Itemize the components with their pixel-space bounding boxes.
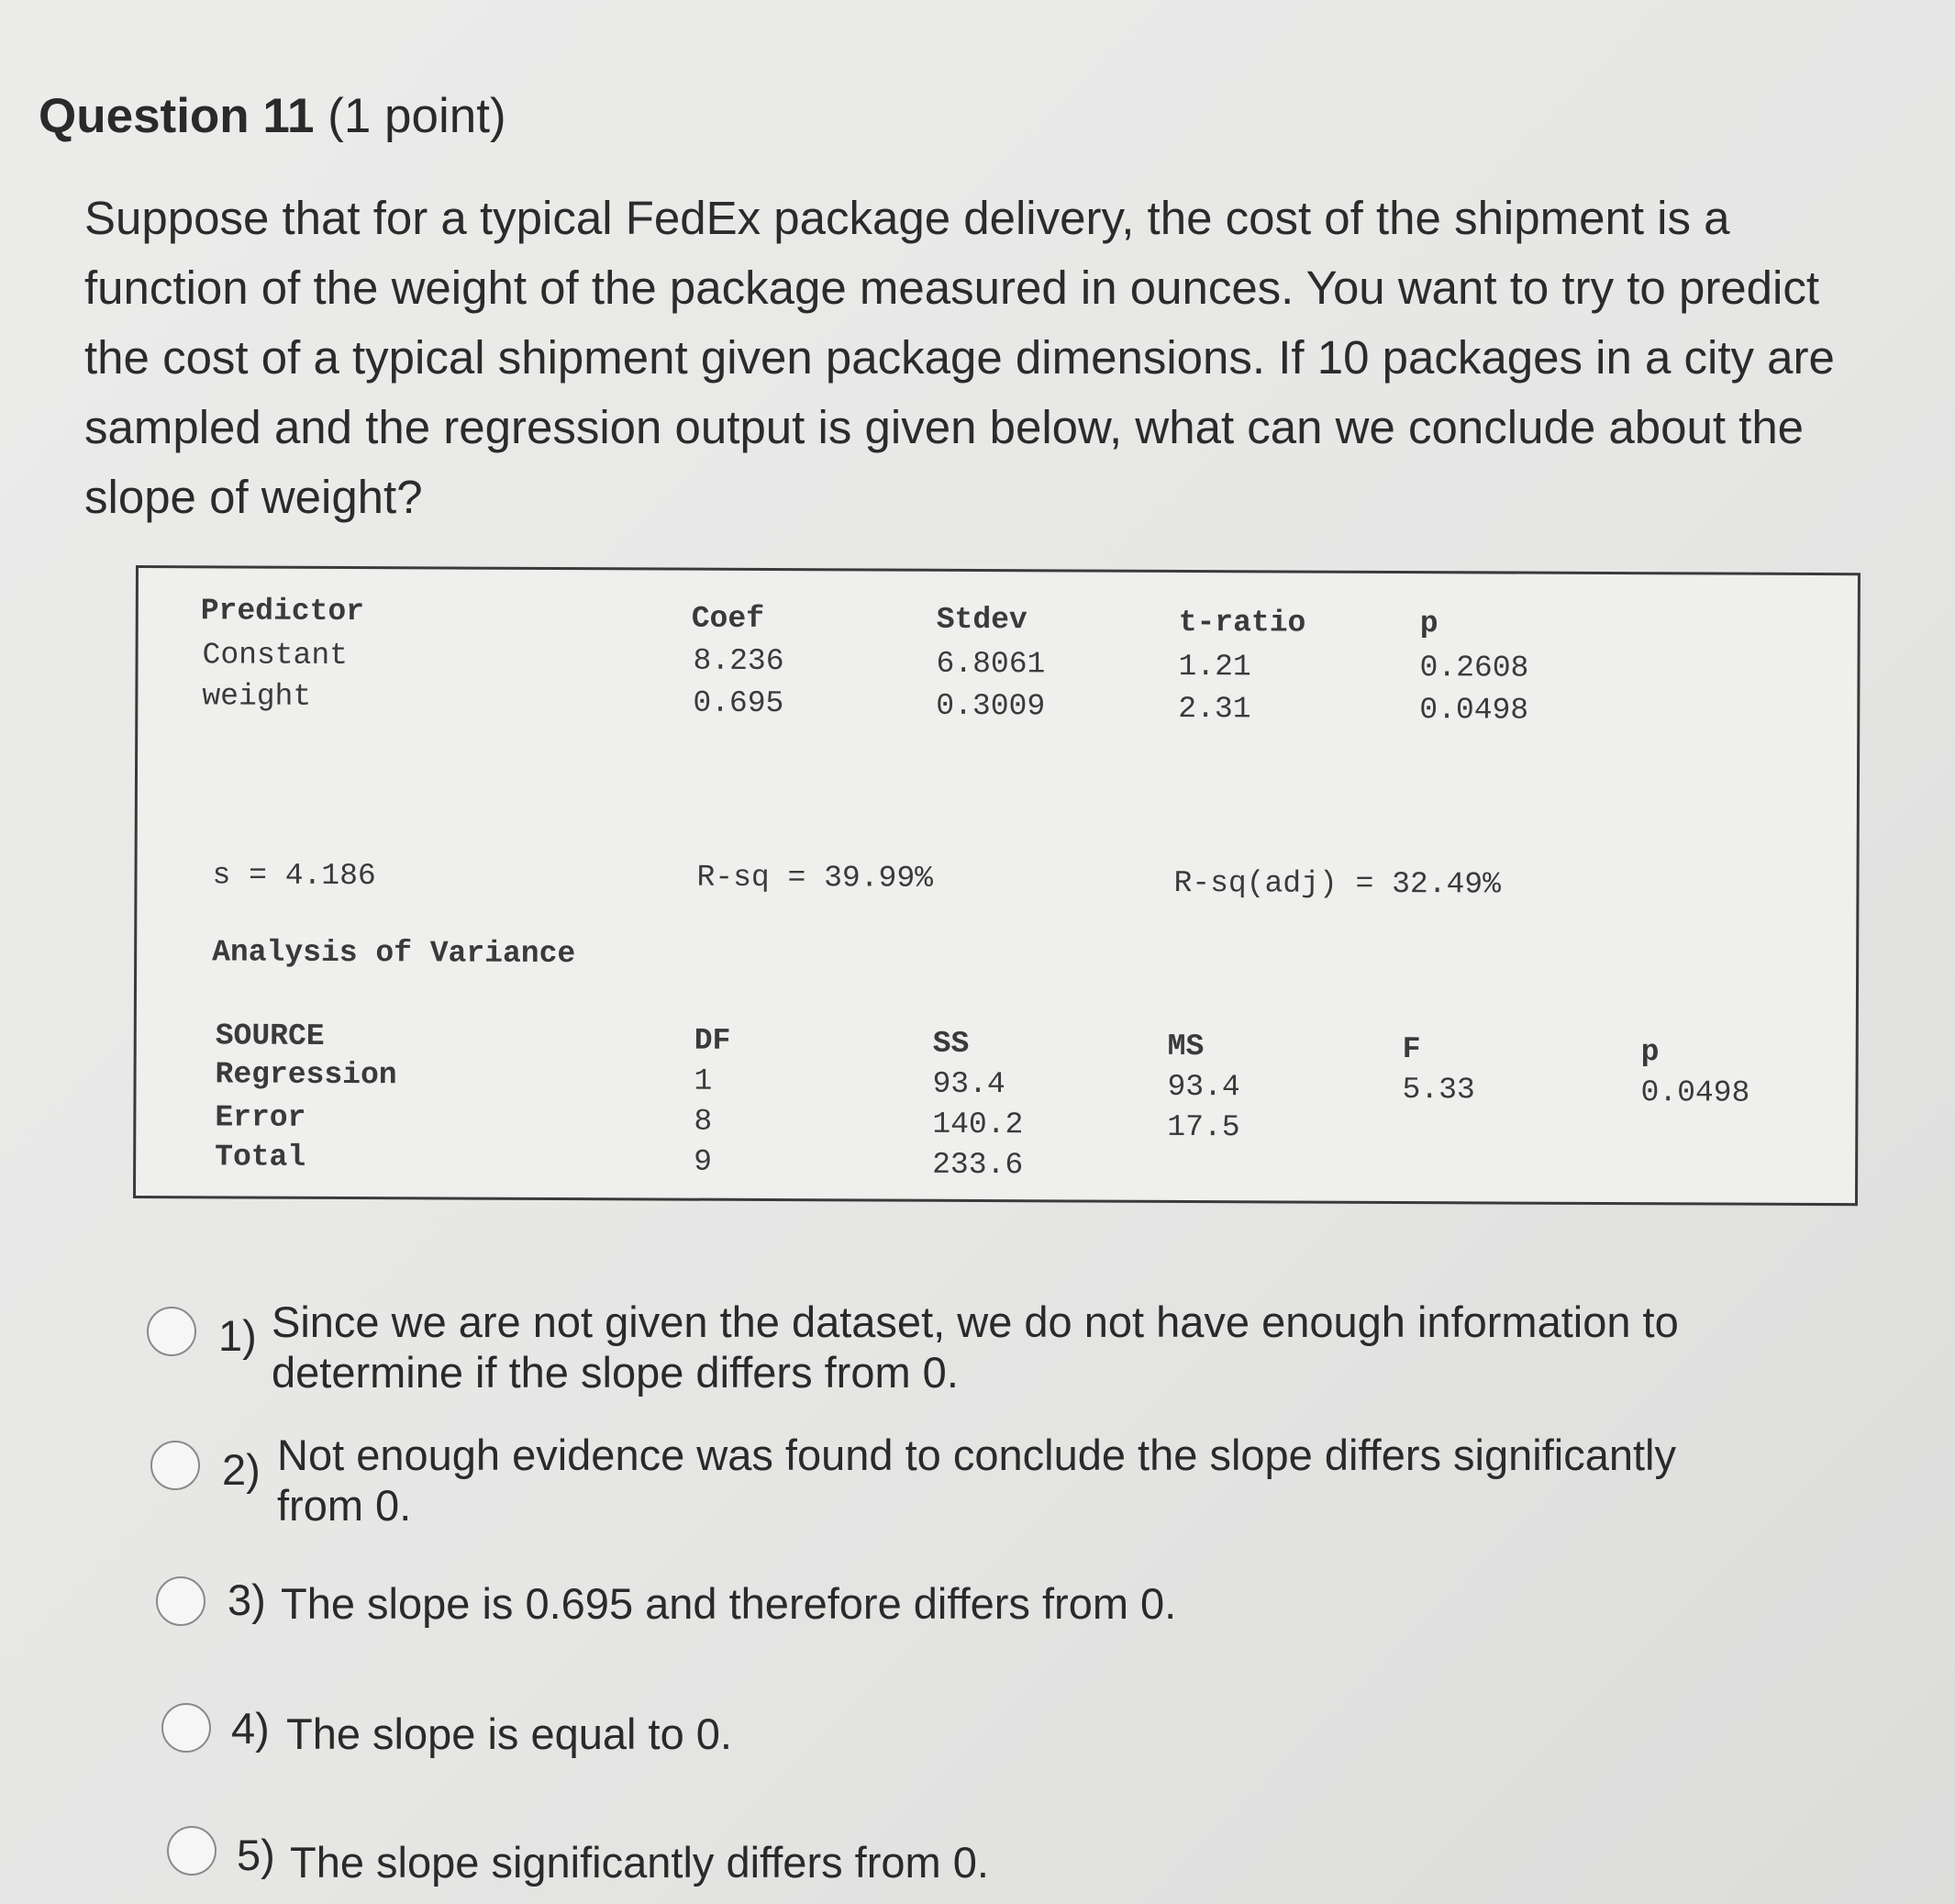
option-1-number: 1) [218, 1311, 257, 1360]
anova-row-regression-label: Regression [215, 1057, 397, 1093]
option-3-text[interactable]: The slope is 0.695 and therefore differs from 0. [281, 1579, 1177, 1628]
question-text: Suppose that for a typical FedEx package delivery, the cost of the shipment is a function of the weight of the package measured in ounces. You want to try to predict the cost of a typical shipment given package dimensions. If 10 packages in a city are sampled and the regression output is given below, what can we conclude about the slope of weight? [84, 192, 1835, 523]
option-5-number: 5) [237, 1831, 275, 1879]
radio-option-5[interactable] [167, 1826, 217, 1876]
radio-option-2[interactable] [150, 1441, 200, 1490]
anova-header-f: F [1402, 1032, 1421, 1067]
anova-row-total-df: 9 [694, 1144, 713, 1179]
anova-row-error-df: 8 [694, 1104, 713, 1139]
anova-row-regression-f: 5.33 [1402, 1073, 1475, 1108]
radio-option-4[interactable] [161, 1703, 211, 1753]
row-weight-t: 2.31 [1178, 691, 1251, 727]
header-predictor: Predictor [200, 594, 365, 629]
radio-option-3[interactable] [156, 1576, 205, 1626]
stat-rsq: R-sq = 39.99% [696, 860, 934, 896]
question-header [39, 88, 506, 144]
anova-title: Analysis of Variance [212, 935, 576, 972]
header-t-ratio: t-ratio [1178, 605, 1306, 640]
header-coef: Coef [691, 601, 765, 636]
row-weight-p: 0.0498 [1419, 693, 1529, 728]
anova-header-ss: SS [932, 1026, 970, 1061]
stat-s: s = 4.186 [212, 858, 376, 894]
question-points: (1 point) [328, 89, 506, 143]
anova-row-total-ss: 233.6 [932, 1147, 1024, 1183]
question-title: Question 11 [39, 89, 315, 143]
anova-row-total-label: Total [215, 1140, 306, 1175]
anova-row-regression-p: 0.0498 [1640, 1075, 1750, 1110]
regression-output-box [133, 565, 1861, 1206]
row-constant-t: 1.21 [1178, 649, 1251, 685]
anova-header-ms: MS [1167, 1029, 1205, 1064]
anova-row-error-ss: 140.2 [932, 1107, 1024, 1142]
option-4-text[interactable]: The slope is equal to 0. [286, 1709, 732, 1758]
stat-rsq-adj: R-sq(adj) = 32.49% [1173, 865, 1502, 902]
option-1-text[interactable]: Since we are not given the dataset, we do not have enough information to determine if the slope differs from 0. [272, 1297, 1679, 1397]
row-constant-label: Constant [202, 638, 349, 674]
anova-row-error-ms: 17.5 [1167, 1109, 1240, 1145]
row-constant-stdev: 6.8061 [936, 646, 1046, 682]
anova-row-regression-ss: 93.4 [932, 1066, 1005, 1102]
option-2-number: 2) [222, 1445, 261, 1494]
anova-header-source: SOURCE [215, 1019, 325, 1053]
option-2-text[interactable]: Not enough evidence was found to conclude the slope differs significantly from 0. [277, 1431, 1676, 1530]
anova-header-p: p [1640, 1035, 1660, 1070]
row-weight-label: weight [202, 679, 312, 714]
row-constant-coef: 8.236 [693, 643, 784, 679]
anova-row-regression-ms: 93.4 [1167, 1069, 1240, 1105]
anova-row-error-label: Error [215, 1100, 306, 1135]
option-5-text[interactable]: The slope significantly differs from 0. [290, 1838, 989, 1887]
radio-option-1[interactable] [147, 1307, 196, 1356]
anova-row-regression-df: 1 [694, 1063, 713, 1098]
option-4-number: 4) [231, 1704, 270, 1753]
row-constant-p: 0.2608 [1419, 651, 1529, 685]
row-weight-stdev: 0.3009 [936, 688, 1046, 724]
option-3-number: 3) [228, 1576, 266, 1624]
header-p: p [1419, 607, 1438, 641]
header-stdev: Stdev [936, 602, 1027, 638]
anova-header-df: DF [694, 1023, 731, 1058]
row-weight-coef: 0.695 [693, 685, 784, 721]
